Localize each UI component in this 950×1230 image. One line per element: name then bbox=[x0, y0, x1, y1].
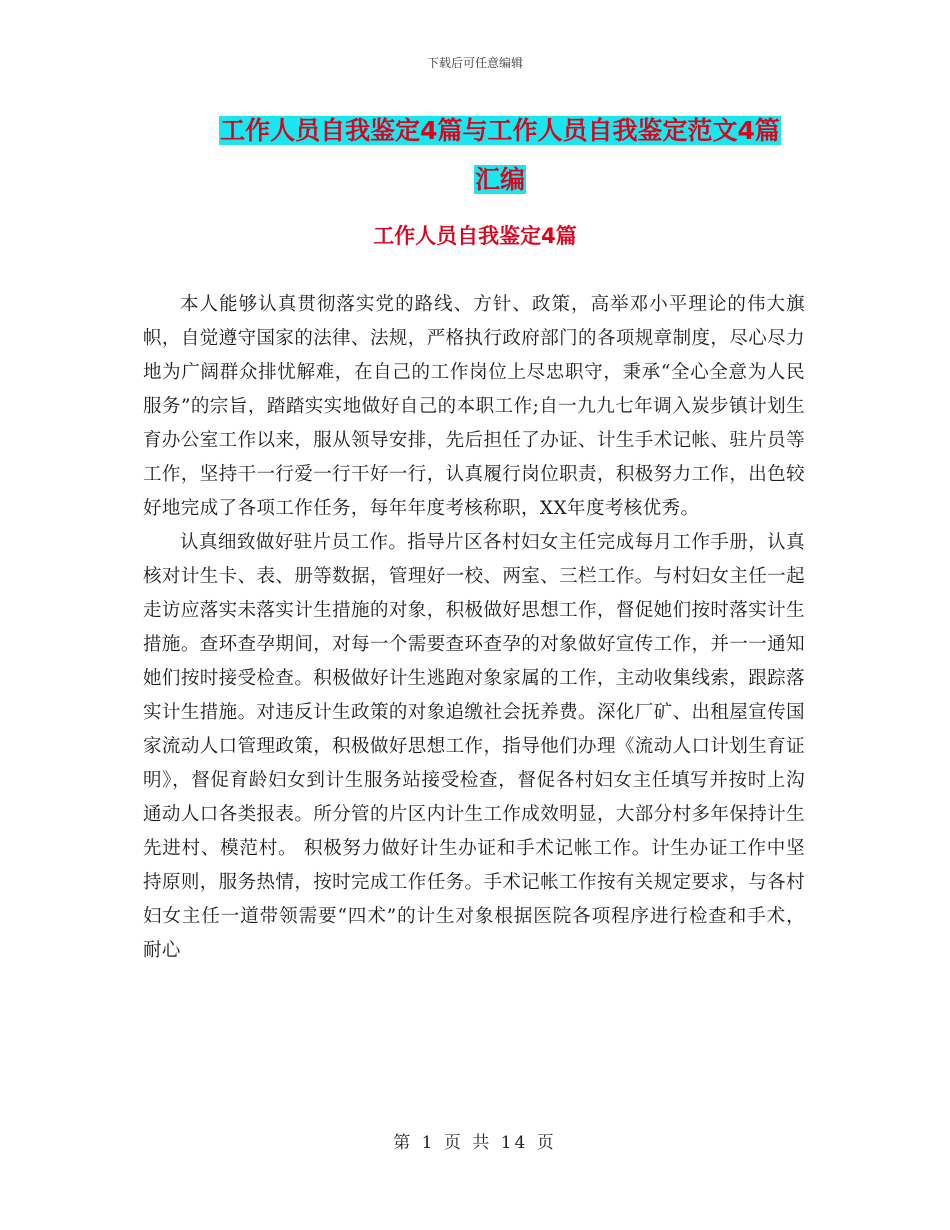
document-body bbox=[143, 288, 805, 968]
page-header-note: 下载后可任意编辑 bbox=[426, 56, 523, 70]
document-title-line-1: 工作人员自我鉴定4篇与工作人员自我鉴定范文4篇 bbox=[220, 116, 780, 145]
paragraph-2: 认真细致做好驻片员工作。指导片区各村妇女主任完成每月工作手册，认真核对计生卡、表、册等数据，管理好一校、两室、三栏工作。与村妇女主任一起走访应落实未落实计生措施的对象，积极做好思想工作，督促她们按时落实计生措施。查环查孕期间，对每一个需要查环查孕的对象做好宣传工作，并一一通知她们按时接受检查。积极做好计生逃跑对象家属的工作，主动收集线索，跟踪落实计生措施。对违反计生政策的对象追缴社会抚养费。深化厂矿、出租屋宣传国家流动人口管理政策，积极做好思想工作，指导他们办理《流动人口计划生育证明》，督促育龄妇女到计生服务站接受检查，督促各村妇女主任填写并按时上沟通动人口各类报表。所分管的片区内计生工作成效明显，大部分村多年保持计生先进村、模范村。 积极努力做好计生办证和手术记帐工作。计生办证工作中坚持原则，服务热情，按时完成工作任务。手术记帐工作按有关规定要求，与各村妇女主任一道带领需要“四术”的计生对象根据医院各项程序进行检查和手术，耐心 bbox=[143, 532, 805, 961]
section-title: 工作人员自我鉴定4篇 bbox=[373, 224, 577, 248]
document-title-line-2: 汇编 bbox=[474, 165, 525, 194]
paragraph-1: 本人能够认真贯彻落实党的路线、方针、政策，高举邓小平理论的伟大旗帜，自觉遵守国家的法律、法规，严格执行政府部门的各项规章制度，尽心尽力地为广阔群众排忧解难，在自己的工作岗位上尽忠职守，秉承“全心全意为人民服务”的宗旨，踏踏实实地做好自己的本职工作;自一九九七年调入炭步镇计划生育办公室工作以来，服从领导安排，先后担任了办证、计生手术记帐、驻片员等工作，坚持干一行爱一行干好一行，认真履行岗位职责，积极努力工作，出色较好地完成了各项工作任务，每年年度考核称职，XX年度考核优秀。 bbox=[143, 294, 805, 519]
page-number-footer: 第 1 页 共 14 页 bbox=[393, 1133, 557, 1153]
document-title bbox=[150, 106, 850, 204]
